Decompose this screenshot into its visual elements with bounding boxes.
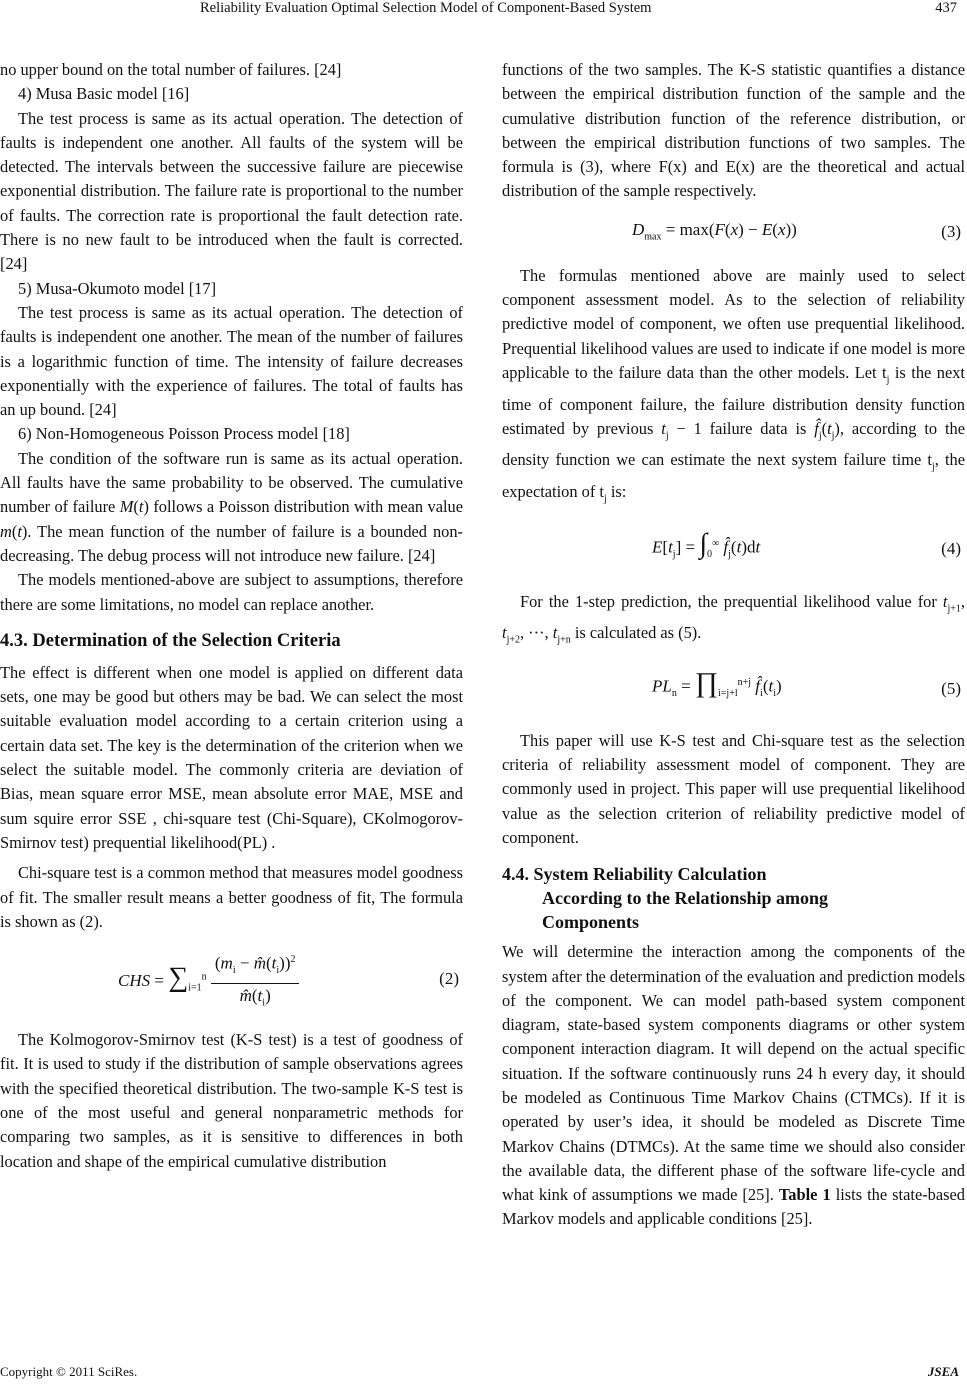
equation-3-number: (3) [941,221,961,241]
model-heading-musa-basic: 4) Musa Basic model [16] [18,84,190,104]
equation-5 [502,659,965,719]
equation-4 [502,518,965,580]
paragraph: no upper bound on the total number of failures. [24] [0,60,342,79]
equation-2-body: CHS = $\sum_{i=1}^n$ $\frac{(m_i - m̂(t_i))^2}{m̂(t_i)}$ [118,948,299,1016]
paragraph: For the 1-step prediction, the prequential likelihood value for $t_{j+1}$, $t_{j+2}$, ···, $t_{j+n}$ is calculated as (5). [502,591,965,646]
paragraph: Chi-square test is a common method that measures model goodness of fit. The smaller result means a better goodness of fit, The formula is shown as (2). [0,863,463,931]
running-title: Reliability Evaluation Optimal Selection Model of Component-Based System [200,0,652,16]
journal-name: JSEA [927,1364,959,1379]
equation-2 [0,940,463,1018]
page-header [0,0,967,22]
equation-4-number: (4) [941,538,961,558]
equation-3 [502,210,965,254]
table-reference: Table 1 [778,1185,831,1205]
right-column [502,58,965,1232]
page-number: 437 [935,0,957,16]
paragraph: The test process is same as its actual operation. The detection of faults is independent one another. All faults of the system will be detected. The intervals between the successive failure are piecewise exponential distribution. The failure rate is proportional to the number of faults. The correction rate is proportional the fault detection rate. There is no new fault to be introduced when the fault is corrected. [24] [0,108,463,274]
left-column [0,58,463,1174]
paragraph: The formulas mentioned above are mainly used to select component assessment model. As to the selection of reliability predictive model of component, we often use prequential likelihood. Prequential likelihood values are used to indicate if one model is more applicable to the failure data than the other models. Let $t_j$ is the next time of component failure, the failure distribution density function estimated by previous $t_j - 1$ failure data is $f̂_j(t_j)$, according to the density function we can estimate the next system failure time $t_j$, the expectation of $t_j$ is: [502,265,965,505]
paragraph: The effect is different when one model is applied on different data sets, one may be good but others may be bad. We can select the most suitable evaluation model according to a certain criterion using a certain data set. The key is the determination of the criterion when we select the suitable model. The commonly criteria are deviation of Bias, mean square error MSE, mean absolute error MAE, MSE and sum squire error SSE , chi-square test (Chi-Square), CKolmogorov-Smirnov test) prequential likelihood(PL) . [0,662,463,852]
paragraph: We will determine the interaction among the components of the system after the determination of the evaluation and prediction models of the component. We can model path-based system component diagram, state-based system components diagrams or other system component interaction diagram. It will depend on the actual specific situation. If the software continuously runs 24 h every day, it should be modeled as Continuous Time Markov Chains (CTMCs). If it is operated by user’s idea, it should be modeled as Discrete Time Markov Chains (DTMCs). At the same time we should also consider the available data, the different phase of the software life-cycle and what kink of assumptions we made [25]. Table 1 lists the state-based Markov models and applicable conditions [25]. [502,942,965,1229]
paragraph: This paper will use K-S test and Chi-square test as the selection criteria of reliability assessment model of component. They are commonly used in project. This paper will use prequential likelihood value as the selection criterion of reliability predictive model of component. [502,730,965,847]
section-heading-4-4: 4.4. System Reliability Calculation According to the Relationship among Components [502,864,829,933]
paragraph: functions of the two samples. The K-S statistic quantifies a distance between the empirical distribution function of the sample and the cumulative distribution function of the reference distribution, or between the empirical distribution functions of two samples. The formula is (3), where F(x) and E(x) are the theoretical and actual distribution of the sample respectively. [502,60,965,201]
copyright-notice: Copyright © 2011 SciRes. [0,1364,138,1379]
paragraph: The test process is same as its actual operation. The detection of faults is independent one another. The mean of the number of failures is a logarithmic function of time. The intensity of failure decreases exponentially with the experience of failures. The total of faults has an up bound. [24] [0,302,463,420]
page-footer [0,1364,967,1384]
equation-5-number: (5) [941,678,961,698]
model-heading-musa-okumoto: 5) Musa-Okumoto model [17] [18,278,217,298]
equation-2-number: (2) [439,968,459,988]
equation-5-body: $PL_n$ = $\prod_{i=j+l}^{n+j}$ $f̂_i(t_i)$ [652,667,782,699]
paragraph: The models mentioned-above are subject to assumptions, therefore there are some limitations, no model can replace another. [0,570,463,614]
section-heading-4-3: 4.3. Determination of the Selection Criteria [0,630,341,651]
equation-4-body: $E[t_j] = \int_0^\infty$ $f̂_j(t)dt$ [652,528,761,560]
model-heading-nhpp: 6) Non-Homogeneous Poisson Process model [18] [18,424,350,444]
paragraph: The condition of the software run is same as its actual operation. All faults have the same probability to be observed. The cumulative number of failure M(t) follows a Poisson distribution with mean value m(t). The mean function of the number of failure is a bounded non-decreasing. The debug process will not introduce new failure. [24] [0,448,463,565]
equation-3-body: $D_{max} = \max(F(x) - E(x))$ [632,219,797,243]
paragraph: The Kolmogorov-Smirnov test (K-S test) is a test of goodness of fit. It is used to study if the distribution of sample observations agrees with the specified theoretical distribution. The two-sample K-S test is one of the most useful and general nonparametric methods for comparing two samples, as it is sensitive to differences in both location and shape of the empirical cumulative distribution [0,1030,463,1171]
